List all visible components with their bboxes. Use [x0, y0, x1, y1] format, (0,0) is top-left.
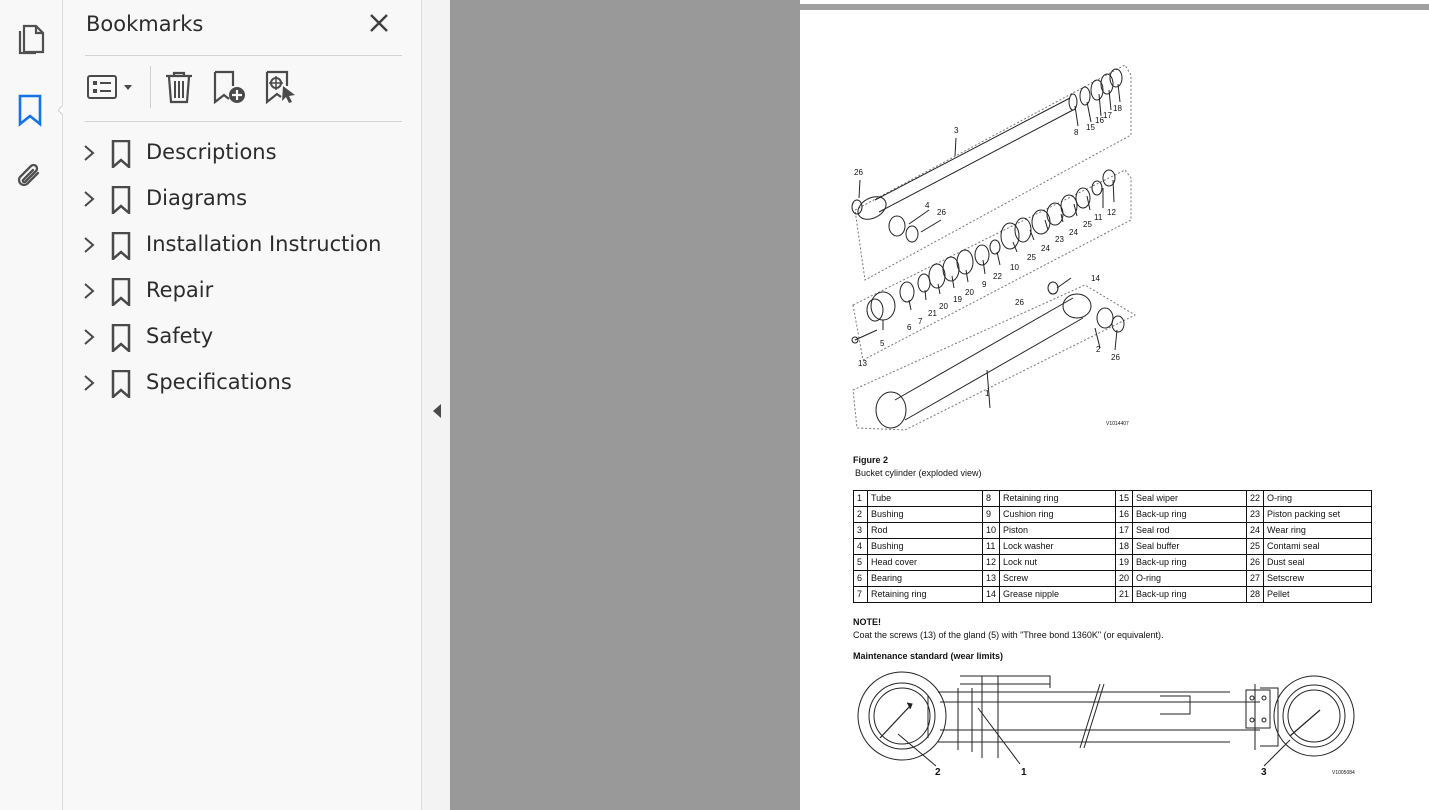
part-description: Seal rod [1133, 523, 1247, 539]
callout-label: 1 [985, 389, 990, 398]
figure-code: V1014407 [1106, 421, 1129, 427]
part-number: 27 [1247, 571, 1264, 587]
bookmark-locate-icon [263, 68, 299, 106]
callout-label: 26 [937, 208, 946, 217]
callout-label: 2 [935, 767, 941, 778]
part-description: Rod [868, 523, 983, 539]
callout-label: 15 [1086, 123, 1095, 132]
chevron-right-icon[interactable] [83, 282, 95, 300]
part-number: 18 [1116, 539, 1133, 555]
part-number: 25 [1247, 539, 1264, 555]
bookmark-item-specifications[interactable] [77, 361, 407, 405]
part-number: 22 [1247, 491, 1264, 507]
bookmarks-button[interactable] [6, 88, 54, 132]
part-number: 20 [1116, 571, 1133, 587]
part-description: Retaining ring [868, 587, 983, 603]
callout-label: 24 [1069, 228, 1078, 237]
list-options-icon [86, 72, 136, 102]
part-description: Screw [1000, 571, 1116, 587]
bookmark-flag-icon [111, 186, 131, 214]
exploded-view-figure [845, 60, 1145, 435]
figure-code: V1005084 [1332, 770, 1355, 776]
part-number: 17 [1116, 523, 1133, 539]
callout-label: 14 [1091, 274, 1100, 283]
callout-label: 23 [1055, 235, 1064, 244]
chevron-right-icon[interactable] [83, 374, 95, 392]
callout-label: 12 [1107, 208, 1116, 217]
part-description: Pellet [1264, 587, 1372, 603]
bookmark-label: Repair [146, 278, 214, 302]
find-current-bookmark-button[interactable] [261, 66, 301, 108]
part-number: 4 [854, 539, 868, 555]
divider [85, 121, 402, 122]
bookmark-flag-icon [111, 324, 131, 352]
part-description: Piston packing set [1264, 507, 1372, 523]
callout-label: 21 [928, 309, 937, 318]
collapse-arrow-icon [430, 401, 444, 421]
callout-label: 13 [858, 359, 867, 368]
callout-label: 2 [1096, 345, 1101, 354]
table-row [854, 539, 1372, 555]
callout-label: 22 [993, 272, 1002, 281]
callout-label: 16 [1095, 116, 1104, 125]
part-number: 11 [983, 539, 1000, 555]
callout-label: 20 [939, 302, 948, 311]
callout-label: 26 [1111, 353, 1120, 362]
maintenance-heading: Maintenance standard (wear limits) [853, 651, 1004, 661]
wear-limits-figure [850, 670, 1370, 782]
part-description: Seal buffer [1133, 539, 1247, 555]
part-description: Back-up ring [1133, 507, 1247, 523]
pages-icon [15, 20, 45, 56]
callout-label: 7 [918, 317, 923, 326]
table-row [854, 507, 1372, 523]
table-row [854, 571, 1372, 587]
chevron-right-icon[interactable] [83, 236, 95, 254]
callout-label: 18 [1113, 104, 1122, 113]
part-number: 10 [983, 523, 1000, 539]
bookmark-flag-icon [111, 278, 131, 306]
part-number: 5 [854, 555, 868, 571]
callout-label: 20 [965, 288, 974, 297]
add-bookmark-icon [211, 68, 247, 106]
tool-rail [0, 0, 63, 810]
bookmark-label: Specifications [146, 370, 292, 394]
callout-label: 4 [925, 201, 930, 210]
part-description: Grease nipple [1000, 587, 1116, 603]
callout-label: 3 [1261, 767, 1267, 778]
part-number: 13 [983, 571, 1000, 587]
table-row [854, 491, 1372, 507]
divider [85, 55, 402, 56]
part-number: 12 [983, 555, 1000, 571]
part-number: 1 [854, 491, 868, 507]
parts-table [853, 490, 1372, 603]
part-description: Seal wiper [1133, 491, 1247, 507]
part-description: Piston [1000, 523, 1116, 539]
bookmark-icon [15, 92, 45, 128]
table-row [854, 555, 1372, 571]
bookmark-label: Installation Instruction [146, 232, 382, 256]
close-icon [369, 13, 389, 33]
part-description: Lock nut [1000, 555, 1116, 571]
bookmark-flag-icon [111, 232, 131, 260]
bookmark-item-diagrams[interactable] [77, 177, 407, 221]
collapse-panel-button[interactable] [430, 401, 444, 421]
pages-button[interactable] [6, 16, 54, 60]
callout-label: 1 [1021, 767, 1027, 778]
trash-icon [163, 69, 195, 105]
part-description: Head cover [868, 555, 983, 571]
chevron-right-icon[interactable] [83, 190, 95, 208]
callout-label: 10 [1010, 263, 1019, 272]
part-description: Tube [868, 491, 983, 507]
attachments-button[interactable] [6, 156, 54, 200]
part-description: Contami seal [1264, 539, 1372, 555]
part-number: 8 [983, 491, 1000, 507]
part-number: 21 [1116, 587, 1133, 603]
part-number: 15 [1116, 491, 1133, 507]
figure-subtitle: Bucket cylinder (exploded view) [855, 468, 982, 478]
page-top-edge [800, 4, 1429, 10]
callout-label: 3 [954, 126, 959, 135]
callout-label: 5 [880, 339, 885, 348]
part-description: Cushion ring [1000, 507, 1116, 523]
callout-label: 6 [907, 323, 912, 332]
callout-label: 9 [982, 280, 987, 289]
part-number: 14 [983, 587, 1000, 603]
table-row [854, 523, 1372, 539]
part-description: Lock washer [1000, 539, 1116, 555]
part-number: 6 [854, 571, 868, 587]
close-panel-button[interactable] [365, 9, 393, 37]
new-bookmark-button[interactable] [209, 66, 249, 108]
part-description: Setscrew [1264, 571, 1372, 587]
part-number: 7 [854, 587, 868, 603]
callout-label: 11 [1094, 213, 1103, 222]
delete-bookmark-button[interactable] [159, 66, 199, 108]
note-text: Coat the screws (13) of the gland (5) with "Three bond 1360K" (or equivalent). [853, 630, 1164, 640]
callout-label: 17 [1103, 111, 1112, 120]
table-row [854, 587, 1372, 603]
part-description: Dust seal [1264, 555, 1372, 571]
callout-label: 25 [1083, 220, 1092, 229]
part-description: O-ring [1133, 571, 1247, 587]
part-description: Bushing [868, 539, 983, 555]
callout-label: 25 [1027, 253, 1036, 262]
part-number: 2 [854, 507, 868, 523]
chevron-right-icon[interactable] [83, 144, 95, 162]
bookmark-flag-icon [111, 140, 131, 168]
part-description: Bushing [868, 507, 983, 523]
part-number: 28 [1247, 587, 1264, 603]
toolbar-separator [150, 66, 151, 108]
bookmark-flag-icon [111, 370, 131, 398]
part-number: 26 [1247, 555, 1264, 571]
bookmark-item-installation-instruction[interactable] [77, 223, 407, 267]
bookmark-item-descriptions[interactable] [77, 131, 407, 175]
panel-title: Bookmarks [86, 12, 204, 36]
part-number: 3 [854, 523, 868, 539]
attachment-icon [14, 160, 46, 196]
figure-title: Figure 2 [853, 455, 889, 465]
part-description: Back-up ring [1133, 587, 1247, 603]
callout-label: 26 [854, 168, 863, 177]
part-number: 19 [1116, 555, 1133, 571]
part-description: Retaining ring [1000, 491, 1116, 507]
part-number: 23 [1247, 507, 1264, 523]
part-description: Back-up ring [1133, 555, 1247, 571]
note-heading: NOTE! [853, 617, 881, 627]
part-description: Bearing [868, 571, 983, 587]
part-number: 9 [983, 507, 1000, 523]
callout-label: 8 [1074, 128, 1079, 137]
callout-label: 19 [953, 295, 962, 304]
bookmarks-panel [63, 0, 422, 810]
bookmark-label: Diagrams [146, 186, 248, 210]
options-menu-button[interactable] [85, 66, 137, 108]
bookmark-item-repair[interactable] [77, 269, 407, 313]
chevron-right-icon[interactable] [83, 328, 95, 346]
part-description: Wear ring [1264, 523, 1372, 539]
bookmark-item-safety[interactable] [77, 315, 407, 359]
callout-label: 26 [1015, 298, 1024, 307]
bookmark-label: Safety [146, 324, 214, 348]
part-number: 24 [1247, 523, 1264, 539]
callout-label: 24 [1041, 244, 1050, 253]
part-description: O-ring [1264, 491, 1372, 507]
bookmark-label: Descriptions [146, 140, 277, 164]
part-number: 16 [1116, 507, 1133, 523]
